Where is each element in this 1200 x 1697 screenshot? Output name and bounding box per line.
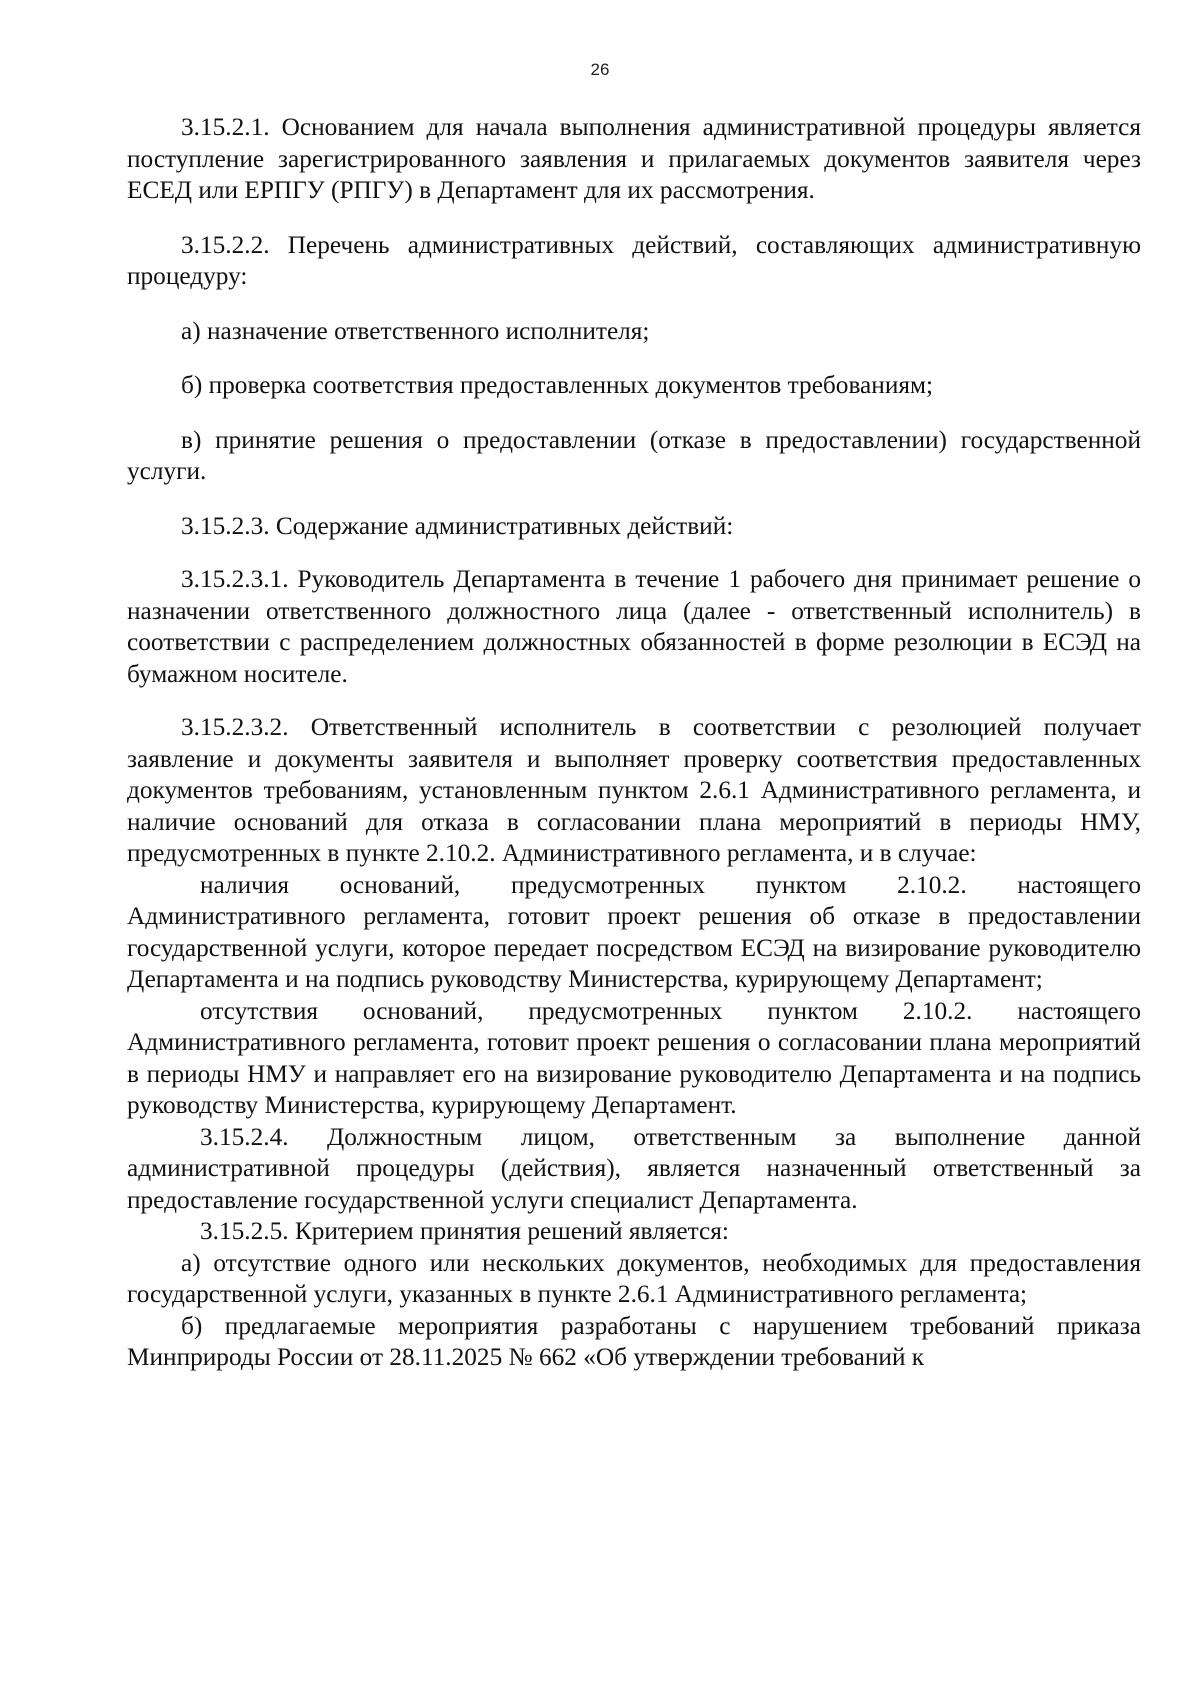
list-item-b: б) проверка соответствия предоставленных документов требованиям; <box>181 371 934 399</box>
page-number: 26 <box>590 60 610 79</box>
paragraph-3-15-2-2: 3.15.2.2. Перечень административных действий, составляющих административную процедуру: <box>127 230 1141 290</box>
paragraph-3-15-2-4: 3.15.2.4. Должностным лицом, ответственным за выполнение данной административной процедуры (действия), является назначенный ответственный за предоставление государственной услуги специалист Департамента. <box>127 1122 1141 1214</box>
criterion-a: а) отсутствие одного или нескольких документов, необходимых для предоставления государственной услуги, указанных в пункте 2.6.1 Административного регламента; <box>127 1248 1141 1308</box>
paragraph-3-15-2-3-2: 3.15.2.3.2. Ответственный исполнитель в соответствии с резолюцией получает заявление и документы заявителя и выполняет проверку соответствия предоставленных документов требованиям, установленным пунктом 2.6.1 Административного регламента, и наличие оснований для отказа в согласовании плана мероприятий в периоды НМУ, предусмотренных в пункте 2.10.2. Административного регламента, и в случае: <box>127 713 1141 867</box>
criterion-b: б) предлагаемые мероприятия разработаны с нарушением требований приказа Минприроды России от 28.11.2025 № 662 «Об утверждении требований к <box>127 1311 1141 1371</box>
list-item-v: в) принятие решения о предоставлении (отказе в предоставлении) государственной услуги. <box>127 425 1141 485</box>
case-grounds-absent: отсутствия оснований, предусмотренных пунктом 2.10.2. настоящего Административного регламента, готовит проект решения о согласовании плана мероприятий в периоды НМУ и направляет его на визирование руководителю Департамента и на подпись руководству Министерства, курирующему Департамент. <box>127 996 1141 1119</box>
paragraph-3-15-2-5: 3.15.2.5. Критерием принятия решений является: <box>200 1217 729 1245</box>
paragraph-3-15-2-3-1: 3.15.2.3.1. Руководитель Департамента в течение 1 рабочего дня принимает решение о назначении ответственного должностного лица (далее - ответственный исполнитель) в соответствии с распределением должностных обязанностей в форме резолюции в ЕСЭД на бумажном носителе. <box>127 565 1141 688</box>
document-body <box>127 112 1141 1374</box>
paragraph-3-15-2-1: 3.15.2.1. Основанием для начала выполнения административной процедуры является поступление зарегистрированного заявления и прилагаемых документов заявителя через ЕСЕД или ЕРПГУ (РПГУ) в Департамент для их рассмотрения. <box>127 113 1141 204</box>
paragraph-3-15-2-3: 3.15.2.3. Содержание административных действий: <box>181 511 734 540</box>
list-item-a: а) назначение ответственного исполнителя; <box>181 316 650 345</box>
case-grounds-present: наличия оснований, предусмотренных пунктом 2.10.2. настоящего Административного регламента, готовит проект решения об отказе в предоставлении государственной услуги, которое передает посредством ЕСЭД на визирование руководителю Департамента и на подпись руководству Министерства, курирующему Департамент; <box>127 870 1141 993</box>
